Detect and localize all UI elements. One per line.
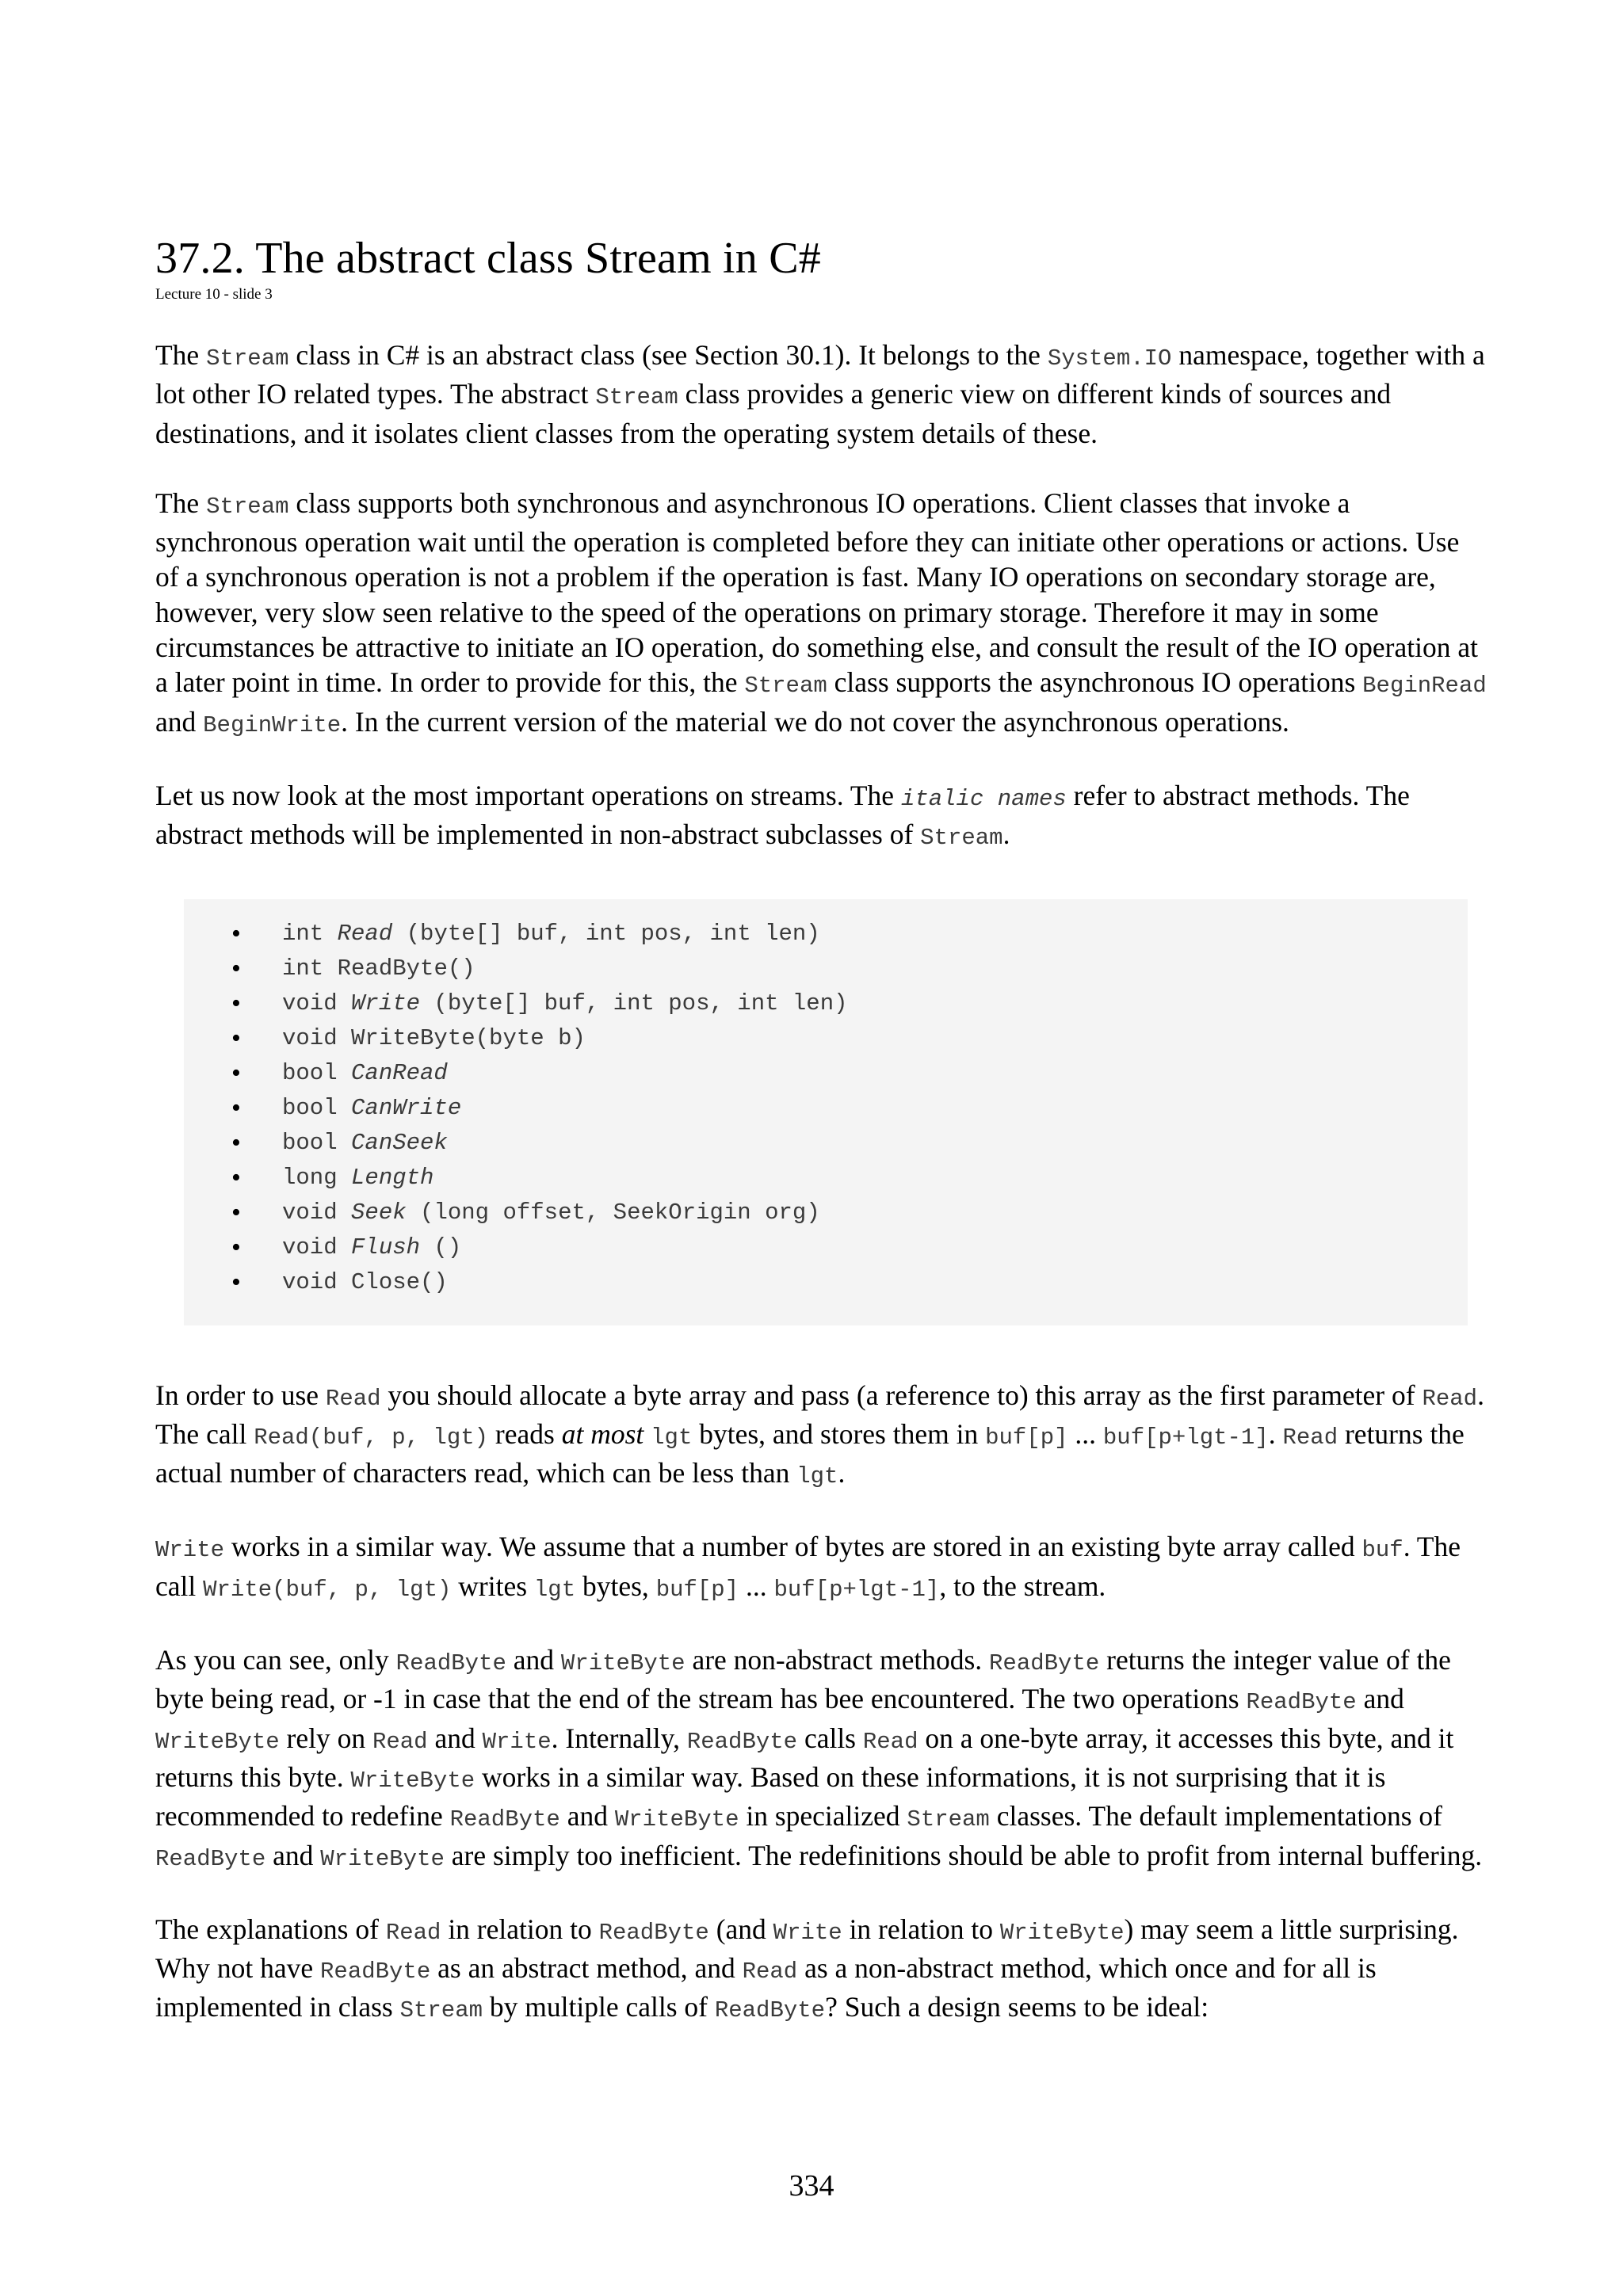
inline-code: ReadByte	[598, 1919, 709, 1946]
inline-code: Write	[155, 1537, 225, 1564]
text: class supports the asynchronous IO operations	[827, 666, 1363, 699]
text: bytes, and stores them in	[692, 1417, 986, 1450]
text: class supports both synchronous and asynchronous IO operations. Client classes that invoke a synchronous operation wait until the operation is completed before they can initiate other operations or actions. Use of a synchronous operation is not a problem if the operation is fast. Many IO operations on secondary storage are, however, very slow seen relative to the speed of the operations on primary storage. Therefore it may in some circumstances be attractive to initiate an IO operation, do something else, and consult the result of the IO operation at a later point in time. In order to provide for this, the	[155, 486, 1478, 699]
text: works in a similar way. Based on these informations, it is not surprising that it is recommended to redefine	[155, 1760, 1386, 1833]
inline-code: ReadByte	[395, 1650, 506, 1677]
operation-name: CanRead	[351, 1059, 448, 1086]
text: you should allocate a byte array and pass (a reference to) this array as the first parameter of	[380, 1379, 1423, 1411]
text: calls	[797, 1722, 863, 1754]
page-number: 334	[789, 2169, 834, 2203]
operation-item	[184, 1161, 1468, 1196]
text: ...	[739, 1569, 774, 1602]
inline-code: Stream	[595, 384, 678, 411]
text: In order to use	[155, 1379, 326, 1411]
inline-code: Stream	[206, 493, 289, 520]
inline-code: lgt	[533, 1576, 576, 1603]
bullet-icon: •	[231, 1127, 241, 1158]
inline-code: ReadByte	[1246, 1689, 1357, 1716]
inline-code: ReadByte	[320, 1958, 431, 1985]
inline-code: Stream	[744, 673, 827, 700]
inline-code: WriteByte	[560, 1650, 685, 1677]
operation-name: Close	[351, 1268, 421, 1295]
section-title: 37.2. The abstract class Stream in C#	[155, 234, 821, 283]
inline-code: ReadByte	[155, 1845, 266, 1872]
inline-code: BeginRead	[1362, 673, 1487, 700]
text: The	[155, 486, 207, 519]
inline-code: ReadByte	[714, 1997, 826, 2024]
inline-code: Read	[1422, 1385, 1478, 1412]
text: .	[838, 1457, 846, 1489]
inline-code: Read	[1282, 1424, 1338, 1451]
text: in relation to	[441, 1913, 599, 1945]
text: . The call	[155, 1379, 1484, 1450]
inline-code: Read	[325, 1385, 381, 1412]
text: The	[155, 339, 207, 371]
paragraph-6	[155, 1642, 1487, 1877]
operation-type: bool	[282, 1094, 352, 1121]
paragraph-7	[155, 1912, 1487, 2029]
text: . In the current version of the material we do not cover the asynchronous operations.	[341, 705, 1289, 738]
inline-code: buf	[1361, 1537, 1403, 1564]
operation-type: int	[282, 955, 338, 982]
text: by multiple calls of	[483, 1991, 715, 2023]
inline-code: Read	[385, 1919, 441, 1946]
operation-params: ()	[447, 955, 475, 982]
operation-item	[184, 1091, 1468, 1126]
text: Let us now look at the most important operations on streams. The	[155, 779, 901, 811]
operation-type: void	[282, 1234, 352, 1261]
text: returns the integer value of the byte being read, or -1 in case that the end of the stream has bee encountered. The two operations	[155, 1644, 1451, 1715]
text: are non-abstract methods.	[685, 1644, 990, 1676]
bullet-icon: •	[231, 1197, 241, 1227]
inline-code: Stream	[920, 825, 1003, 852]
operation-item	[184, 1196, 1468, 1230]
inline-code: Read(buf, p, lgt)	[254, 1424, 489, 1451]
operation-type: int	[282, 920, 338, 947]
inline-code: lgt	[651, 1424, 693, 1451]
inline-code: WriteByte	[320, 1845, 445, 1872]
operation-item	[184, 1056, 1468, 1091]
inline-code: buf[p+lgt-1]	[773, 1576, 940, 1603]
inline-code: Write(buf, p, lgt)	[203, 1576, 452, 1603]
text: rely on	[279, 1722, 372, 1754]
emphasis: at most	[561, 1417, 644, 1450]
text: The explanations of	[155, 1913, 386, 1945]
bullet-icon: •	[231, 988, 241, 1018]
operation-name: Seek	[351, 1199, 407, 1226]
paragraph-1	[155, 338, 1487, 451]
inline-code-italic: italic names	[900, 785, 1067, 812]
operation-params: ()	[420, 1268, 448, 1295]
text: refer to abstract methods. The abstract methods will be implemented in non-abstract subclasses of	[155, 779, 1410, 851]
inline-code: buf[p+lgt-1]	[1102, 1424, 1269, 1451]
bullet-icon: •	[231, 1267, 241, 1297]
operation-type: void	[282, 1199, 352, 1226]
text: .	[1268, 1417, 1283, 1450]
operation-name: Read	[337, 920, 393, 947]
paragraph-3	[155, 778, 1487, 856]
operation-name: Flush	[351, 1234, 421, 1261]
text: as a non-abstract method, which once and for all is implemented in class	[155, 1952, 1377, 2023]
operation-item	[184, 917, 1468, 952]
operation-params: (long offset, SeekOrigin org)	[406, 1199, 820, 1226]
text: ) may seem a little surprising. Why not have	[155, 1913, 1459, 1985]
text: . The call	[155, 1531, 1461, 1602]
operation-name: Write	[351, 990, 421, 1016]
paragraph-4	[155, 1378, 1487, 1495]
text: namespace, together with a lot other IO related types. The abstract	[155, 339, 1485, 410]
operations-code-box	[184, 899, 1468, 1325]
operation-params: ()	[420, 1234, 462, 1261]
bullet-icon: •	[231, 1023, 241, 1053]
text: bytes,	[575, 1569, 656, 1602]
text: and	[427, 1722, 483, 1754]
inline-code: WriteByte	[350, 1767, 475, 1794]
inline-code: Read	[372, 1728, 428, 1755]
inline-code: buf[p]	[655, 1576, 739, 1603]
bullet-icon: •	[231, 1093, 241, 1123]
inline-code: Stream	[399, 1997, 483, 2024]
inline-code: ReadByte	[686, 1728, 798, 1755]
operation-type: void	[282, 1024, 352, 1051]
inline-code: lgt	[796, 1463, 838, 1490]
text: reads	[488, 1417, 562, 1450]
inline-code: System.IO	[1047, 345, 1172, 372]
inline-code: ReadByte	[449, 1806, 560, 1833]
text: (and	[708, 1913, 773, 1945]
operation-name: Length	[351, 1164, 434, 1191]
text: and	[155, 705, 204, 738]
operation-name: CanSeek	[351, 1129, 448, 1156]
operation-params: (byte b)	[475, 1024, 586, 1051]
inline-code: WriteByte	[614, 1806, 739, 1833]
text: on a one-byte array, it accesses this byte, and it returns this byte.	[155, 1722, 1454, 1793]
bullet-icon: •	[231, 1232, 241, 1262]
operation-params: (byte[] buf, int pos, int len)	[392, 920, 820, 947]
bullet-icon: •	[231, 1058, 241, 1088]
bullet-icon: •	[231, 953, 241, 983]
bullet-icon: •	[231, 1162, 241, 1192]
text	[643, 1418, 651, 1450]
operation-item	[184, 1265, 1468, 1300]
text: writes	[451, 1569, 534, 1602]
text: . Internally,	[551, 1722, 687, 1754]
text: ? Such a design seems to be ideal:	[825, 1991, 1209, 2023]
operation-item	[184, 1021, 1468, 1056]
inline-code: Read	[862, 1728, 918, 1755]
inline-code: Read	[742, 1958, 798, 1985]
operations-list	[184, 917, 1468, 1300]
text: and	[506, 1644, 561, 1676]
text: As you can see, only	[155, 1644, 396, 1676]
inline-code: ReadByte	[989, 1650, 1100, 1677]
operation-name: CanWrite	[351, 1094, 462, 1121]
operation-item	[184, 1230, 1468, 1265]
text: are simply too inefficient. The redefinitions should be able to profit from internal buffering.	[444, 1839, 1483, 1871]
text: works in a similar way. We assume that a number of bytes are stored in an existing byte array called	[224, 1531, 1362, 1563]
slide-reference: Lecture 10 - slide 3	[155, 286, 273, 303]
inline-code: BeginWrite	[203, 711, 342, 738]
text: and	[559, 1800, 615, 1833]
bullet-icon: •	[231, 918, 241, 948]
text: and	[265, 1839, 321, 1871]
inline-code: Write	[773, 1919, 842, 1946]
inline-code: WriteByte	[155, 1728, 280, 1755]
inline-code: WriteByte	[999, 1919, 1125, 1946]
text: .	[1002, 818, 1010, 851]
paragraph-2	[155, 486, 1487, 743]
text: returns the actual number of characters read, which can be less than	[155, 1417, 1465, 1489]
operation-type: void	[282, 990, 352, 1016]
operation-name: WriteByte	[351, 1024, 475, 1051]
text: class provides a generic view on different kinds of sources and destinations, and it isolates client classes from the operating system details of these.	[155, 378, 1392, 449]
operation-params: (byte[] buf, int pos, int len)	[420, 990, 848, 1016]
text: , to the stream.	[939, 1569, 1106, 1602]
operation-type: void	[282, 1268, 352, 1295]
inline-code: buf[p]	[985, 1424, 1068, 1451]
text: as an abstract method, and	[430, 1952, 743, 1985]
operation-type: long	[282, 1164, 352, 1191]
text: ...	[1067, 1417, 1103, 1450]
operation-type: bool	[282, 1129, 352, 1156]
text: in specialized	[739, 1800, 907, 1833]
operation-item	[184, 1126, 1468, 1161]
operation-item	[184, 952, 1468, 986]
inline-code: Stream	[907, 1806, 990, 1833]
inline-code: Write	[482, 1728, 552, 1755]
paragraph-5	[155, 1529, 1487, 1608]
text: class in C# is an abstract class (see Section 30.1). It belongs to the	[288, 339, 1048, 371]
text: classes. The default implementations of	[989, 1800, 1442, 1833]
operation-name: ReadByte	[337, 955, 448, 982]
operation-type: bool	[282, 1059, 352, 1086]
text: in relation to	[842, 1913, 1000, 1945]
page-content	[155, 231, 1487, 2029]
inline-code: Stream	[206, 345, 289, 372]
operation-item	[184, 986, 1468, 1021]
text: and	[1356, 1683, 1404, 1715]
